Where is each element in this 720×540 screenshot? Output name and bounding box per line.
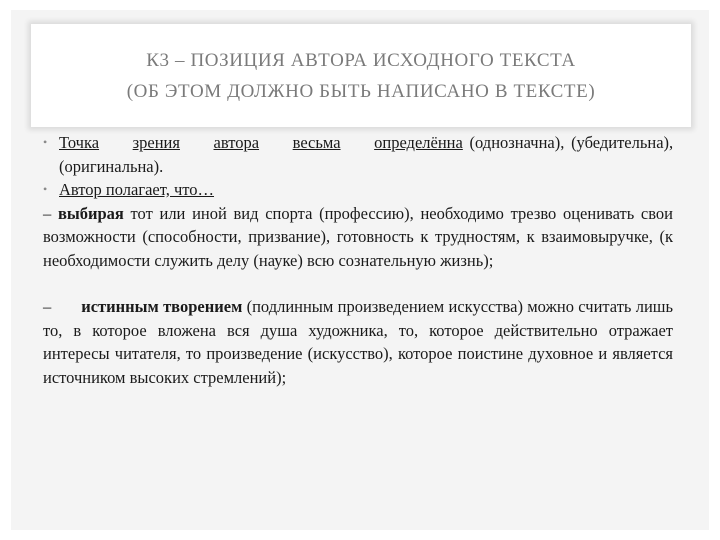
spacer [43,272,673,295]
bullet-item-2-text: Автор полагает, что… [59,180,215,199]
slide-title-line-2: (ОБ ЭТОМ ДОЛЖНО БЫТЬ НАПИСАНО В ТЕКСТЕ) [126,80,596,102]
bullet-item-2 [43,178,673,202]
paragraph-sport-text: тот или иной вид спорта (профессию), необходимо трезво оценивать свои возможности (способности, призвание), готовность к трудностям, к взаимовыручке, (к необходимости служить делу (науке) всю сознательную жизнь); [43,203,674,270]
underlined-word: определённа [374,133,463,152]
dash: – [43,297,52,316]
paragraph-sport [43,202,673,273]
bullet-item-1-rest: (однозначна), (убедительна), (оригинальна). [59,133,674,176]
underlined-word: автора [213,133,260,152]
bold-keyword: истинным творением [81,297,243,316]
slide-content [43,131,673,389]
underlined-word: Точка [59,133,100,152]
bold-keyword: выбирая [57,203,124,223]
underlined-word: зрения [132,133,180,152]
dash: – [43,203,52,223]
slide-title-box [31,24,691,127]
underlined-word: весьма [292,133,341,152]
bullet-item-1 [43,131,673,178]
paragraph-art [43,295,673,389]
paragraph-art-text: (подлинным произведением искусства) можно считать лишь то, в которое вложена вся душа художника, то, которое действительно отражает интересы читателя, то произведение (искусство), которое поистине духовное и является источником высоких стремлений); [43,297,674,387]
bullet-dot: • [43,182,48,196]
slide-title-line-1: К3 – ПОЗИЦИЯ АВТОРА ИСХОДНОГО ТЕКСТА [146,49,576,71]
bullet-dot: • [43,135,48,149]
